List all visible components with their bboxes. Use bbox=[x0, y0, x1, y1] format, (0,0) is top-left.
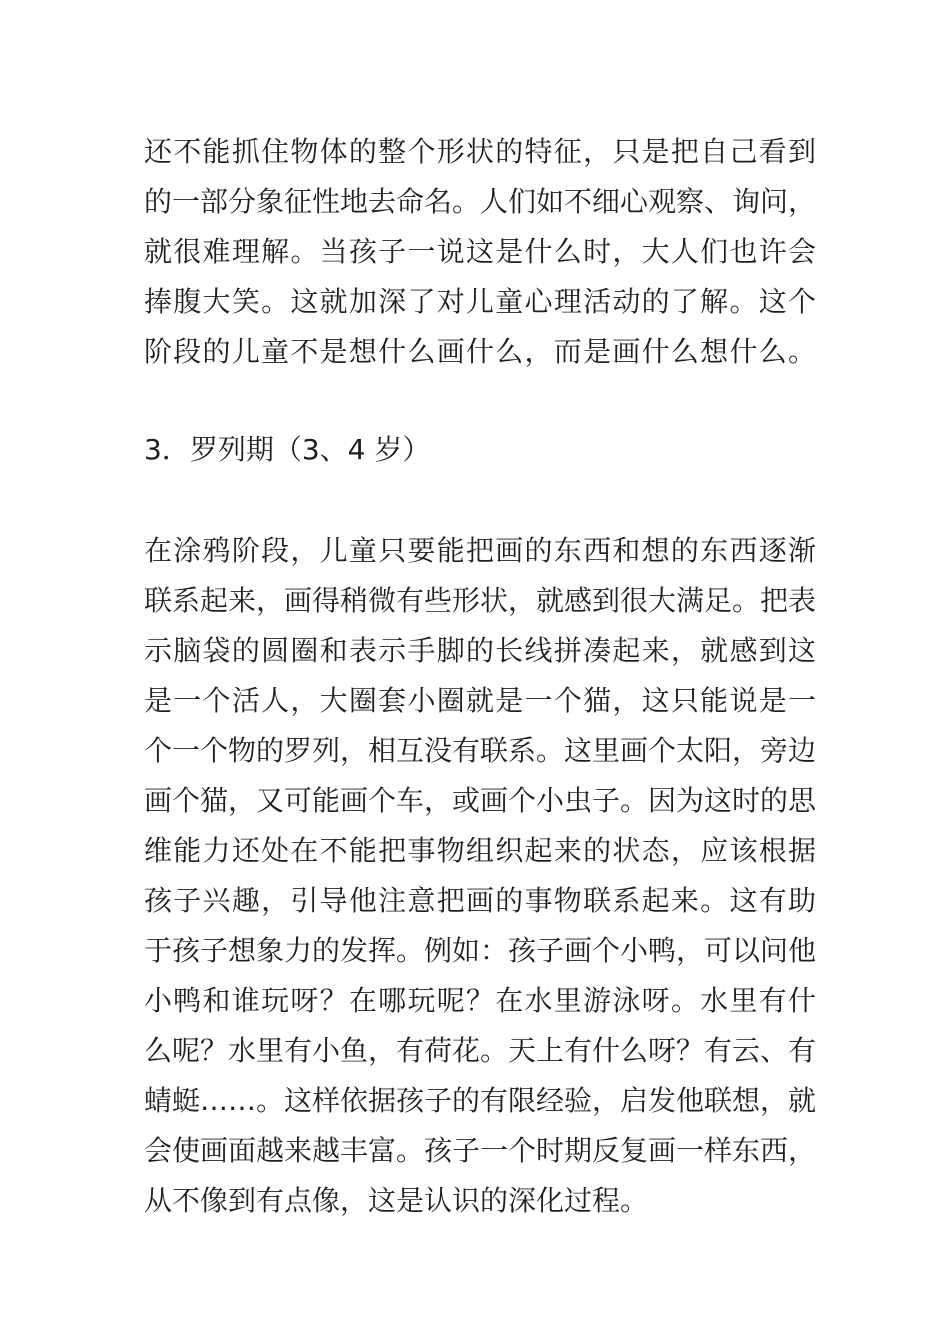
paragraph-line: 会使画面越来越丰富。孩子一个时期反复画一样东西， bbox=[144, 1134, 817, 1167]
paragraph-line: 么呢？水里有小鱼，有荷花。天上有什么呀？有云、有 bbox=[144, 1034, 817, 1067]
paragraph-line: 的一部分象征性地去命名。人们如不细心观察、询问， bbox=[144, 185, 817, 218]
paragraph-line: 捧腹大笑。这就加深了对儿童心理活动的了解。这个 bbox=[144, 285, 816, 318]
paragraph-line: 从不像到有点像，这是认识的深化过程。 bbox=[144, 1184, 649, 1217]
paragraph-line: 在涂鸦阶段，儿童只要能把画的东西和想的东西逐渐 bbox=[144, 534, 816, 567]
paragraph-line: 蜻蜓……。这样依据孩子的有限经验，启发他联想，就 bbox=[144, 1084, 817, 1117]
paragraph-line: 于孩子想象力的发挥。例如：孩子画个小鸭，可以问他 bbox=[144, 934, 817, 967]
paragraph-line: 孩子兴趣，引导他注意把画的事物联系起来。这有助 bbox=[144, 884, 816, 917]
paragraph-line: 维能力还处在不能把事物组织起来的状态，应该根据 bbox=[144, 834, 816, 867]
paragraph-line: 是一个活人，大圈套小圈就是一个猫，这只能说是一 bbox=[144, 684, 816, 717]
paragraph-line: 画个猫，又可能画个车，或画个小虫子。因为这时的思 bbox=[144, 784, 817, 817]
paragraph-line: 小鸭和谁玩呀？在哪玩呢？在水里游泳呀。水里有什 bbox=[144, 984, 816, 1017]
paragraph-1 bbox=[144, 127, 816, 377]
paragraph-line: 示脑袋的圆圈和表示手脚的长线拼凑起来，就感到这 bbox=[144, 634, 816, 667]
paragraph-line: 个一个物的罗列，相互没有联系。这里画个太阳，旁边 bbox=[144, 734, 817, 767]
section-heading-block bbox=[144, 425, 816, 475]
paragraph-line: 就很难理解。当孩子一说这是什么时，大人们也许会 bbox=[144, 235, 816, 268]
section-heading: 3．罗列期（3、4 岁） bbox=[144, 433, 431, 466]
paragraph-2 bbox=[144, 526, 816, 1226]
paragraph-line: 还不能抓住物体的整个形状的特征，只是把自己看到 bbox=[144, 135, 816, 168]
paragraph-line: 阶段的儿童不是想什么画什么，而是画什么想什么。 bbox=[144, 335, 816, 368]
paragraph-line: 联系起来，画得稍微有些形状，就感到很大满足。把表 bbox=[144, 584, 817, 617]
